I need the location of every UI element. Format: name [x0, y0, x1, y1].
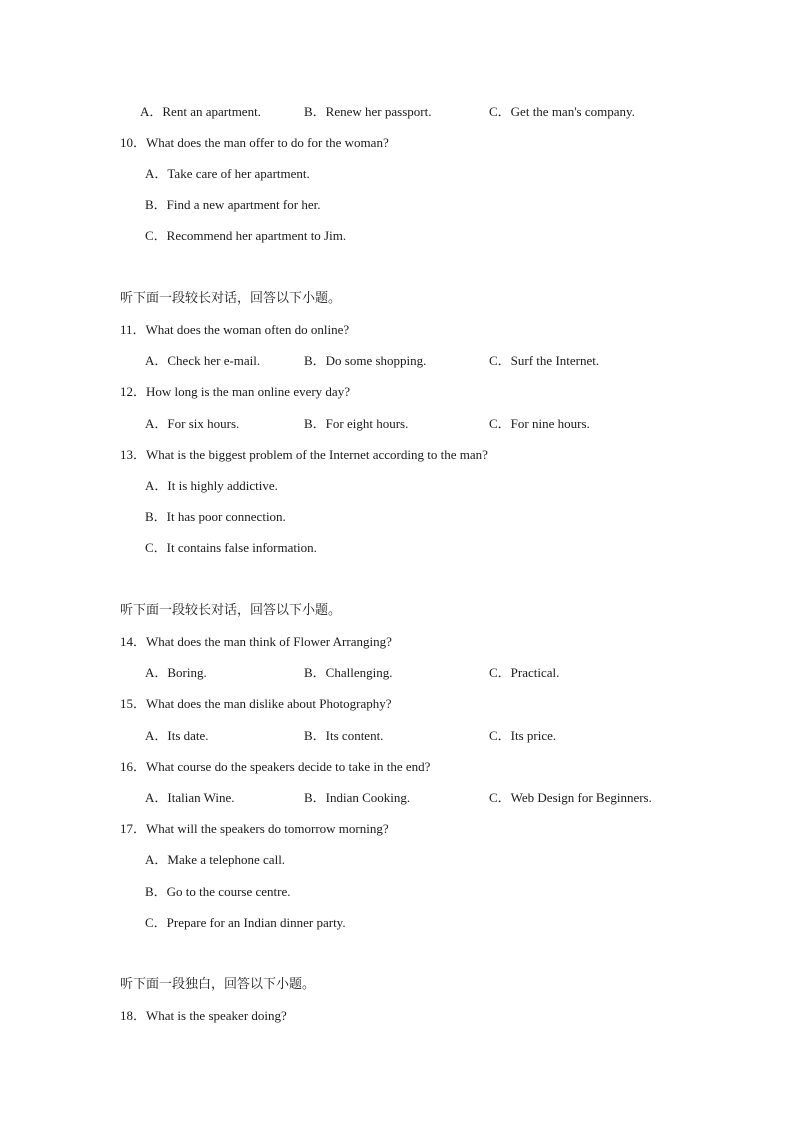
q15-option-b: B．Its content. [304, 728, 384, 743]
q16-option-b: B．Indian Cooking. [304, 790, 411, 805]
q14-option-b: B．Challenging. [304, 665, 393, 680]
q18-question: 18．What is the speaker doing? [120, 1008, 287, 1023]
q17-option-b: B．Go to the course centre. [145, 884, 291, 899]
q17-question: 17．What will the speakers do tomorrow morning? [120, 821, 389, 836]
q13-option-c: C．It contains false information. [145, 540, 317, 555]
q13-question: 13．What is the biggest problem of the Internet according to the man? [120, 447, 488, 462]
q14-option-c: C．Practical. [489, 665, 560, 680]
section-heading-2: 听下面一段较长对话，回答以下小题。 [120, 603, 342, 618]
q10-option-c: C．Recommend her apartment to Jim. [145, 228, 347, 243]
q17-option-a: A．Make a telephone call. [145, 852, 286, 867]
q11-option-a: A．Check her e-mail. [145, 353, 261, 368]
q13-option-a: A．It is highly addictive. [145, 478, 278, 493]
q10-question: 10．What does the man offer to do for the woman? [120, 135, 389, 150]
section-heading-1: 听下面一段较长对话，回答以下小题。 [120, 291, 342, 306]
section-heading-3: 听下面一段独白，回答以下小题。 [120, 977, 316, 992]
q9-option-a: A．Rent an apartment. [140, 104, 261, 119]
q15-option-a: A．Its date. [145, 728, 209, 743]
q15-question: 15．What does the man dislike about Photography? [120, 696, 392, 711]
q12-option-b: B．For eight hours. [304, 416, 409, 431]
q15-option-c: C．Its price. [489, 728, 557, 743]
q12-question: 12．How long is the man online every day? [120, 384, 350, 399]
q16-option-c: C．Web Design for Beginners. [489, 790, 652, 805]
q16-question: 16．What course do the speakers decide to take in the end? [120, 759, 431, 774]
q13-option-b: B．It has poor connection. [145, 509, 286, 524]
q17-option-c: C．Prepare for an Indian dinner party. [145, 915, 346, 930]
q11-option-c: C．Surf the Internet. [489, 353, 600, 368]
q12-option-c: C．For nine hours. [489, 416, 590, 431]
q11-question: 11．What does the woman often do online? [120, 322, 350, 337]
q9-option-b: B．Renew her passport. [304, 104, 432, 119]
q14-question: 14．What does the man think of Flower Arranging? [120, 634, 392, 649]
q11-option-b: B．Do some shopping. [304, 353, 427, 368]
q10-option-b: B．Find a new apartment for her. [145, 197, 321, 212]
q10-option-a: A．Take care of her apartment. [145, 166, 310, 181]
q16-option-a: A．Italian Wine. [145, 790, 235, 805]
q14-option-a: A．Boring. [145, 665, 207, 680]
q12-option-a: A．For six hours. [145, 416, 240, 431]
q9-option-c: C．Get the man's company. [489, 104, 635, 119]
